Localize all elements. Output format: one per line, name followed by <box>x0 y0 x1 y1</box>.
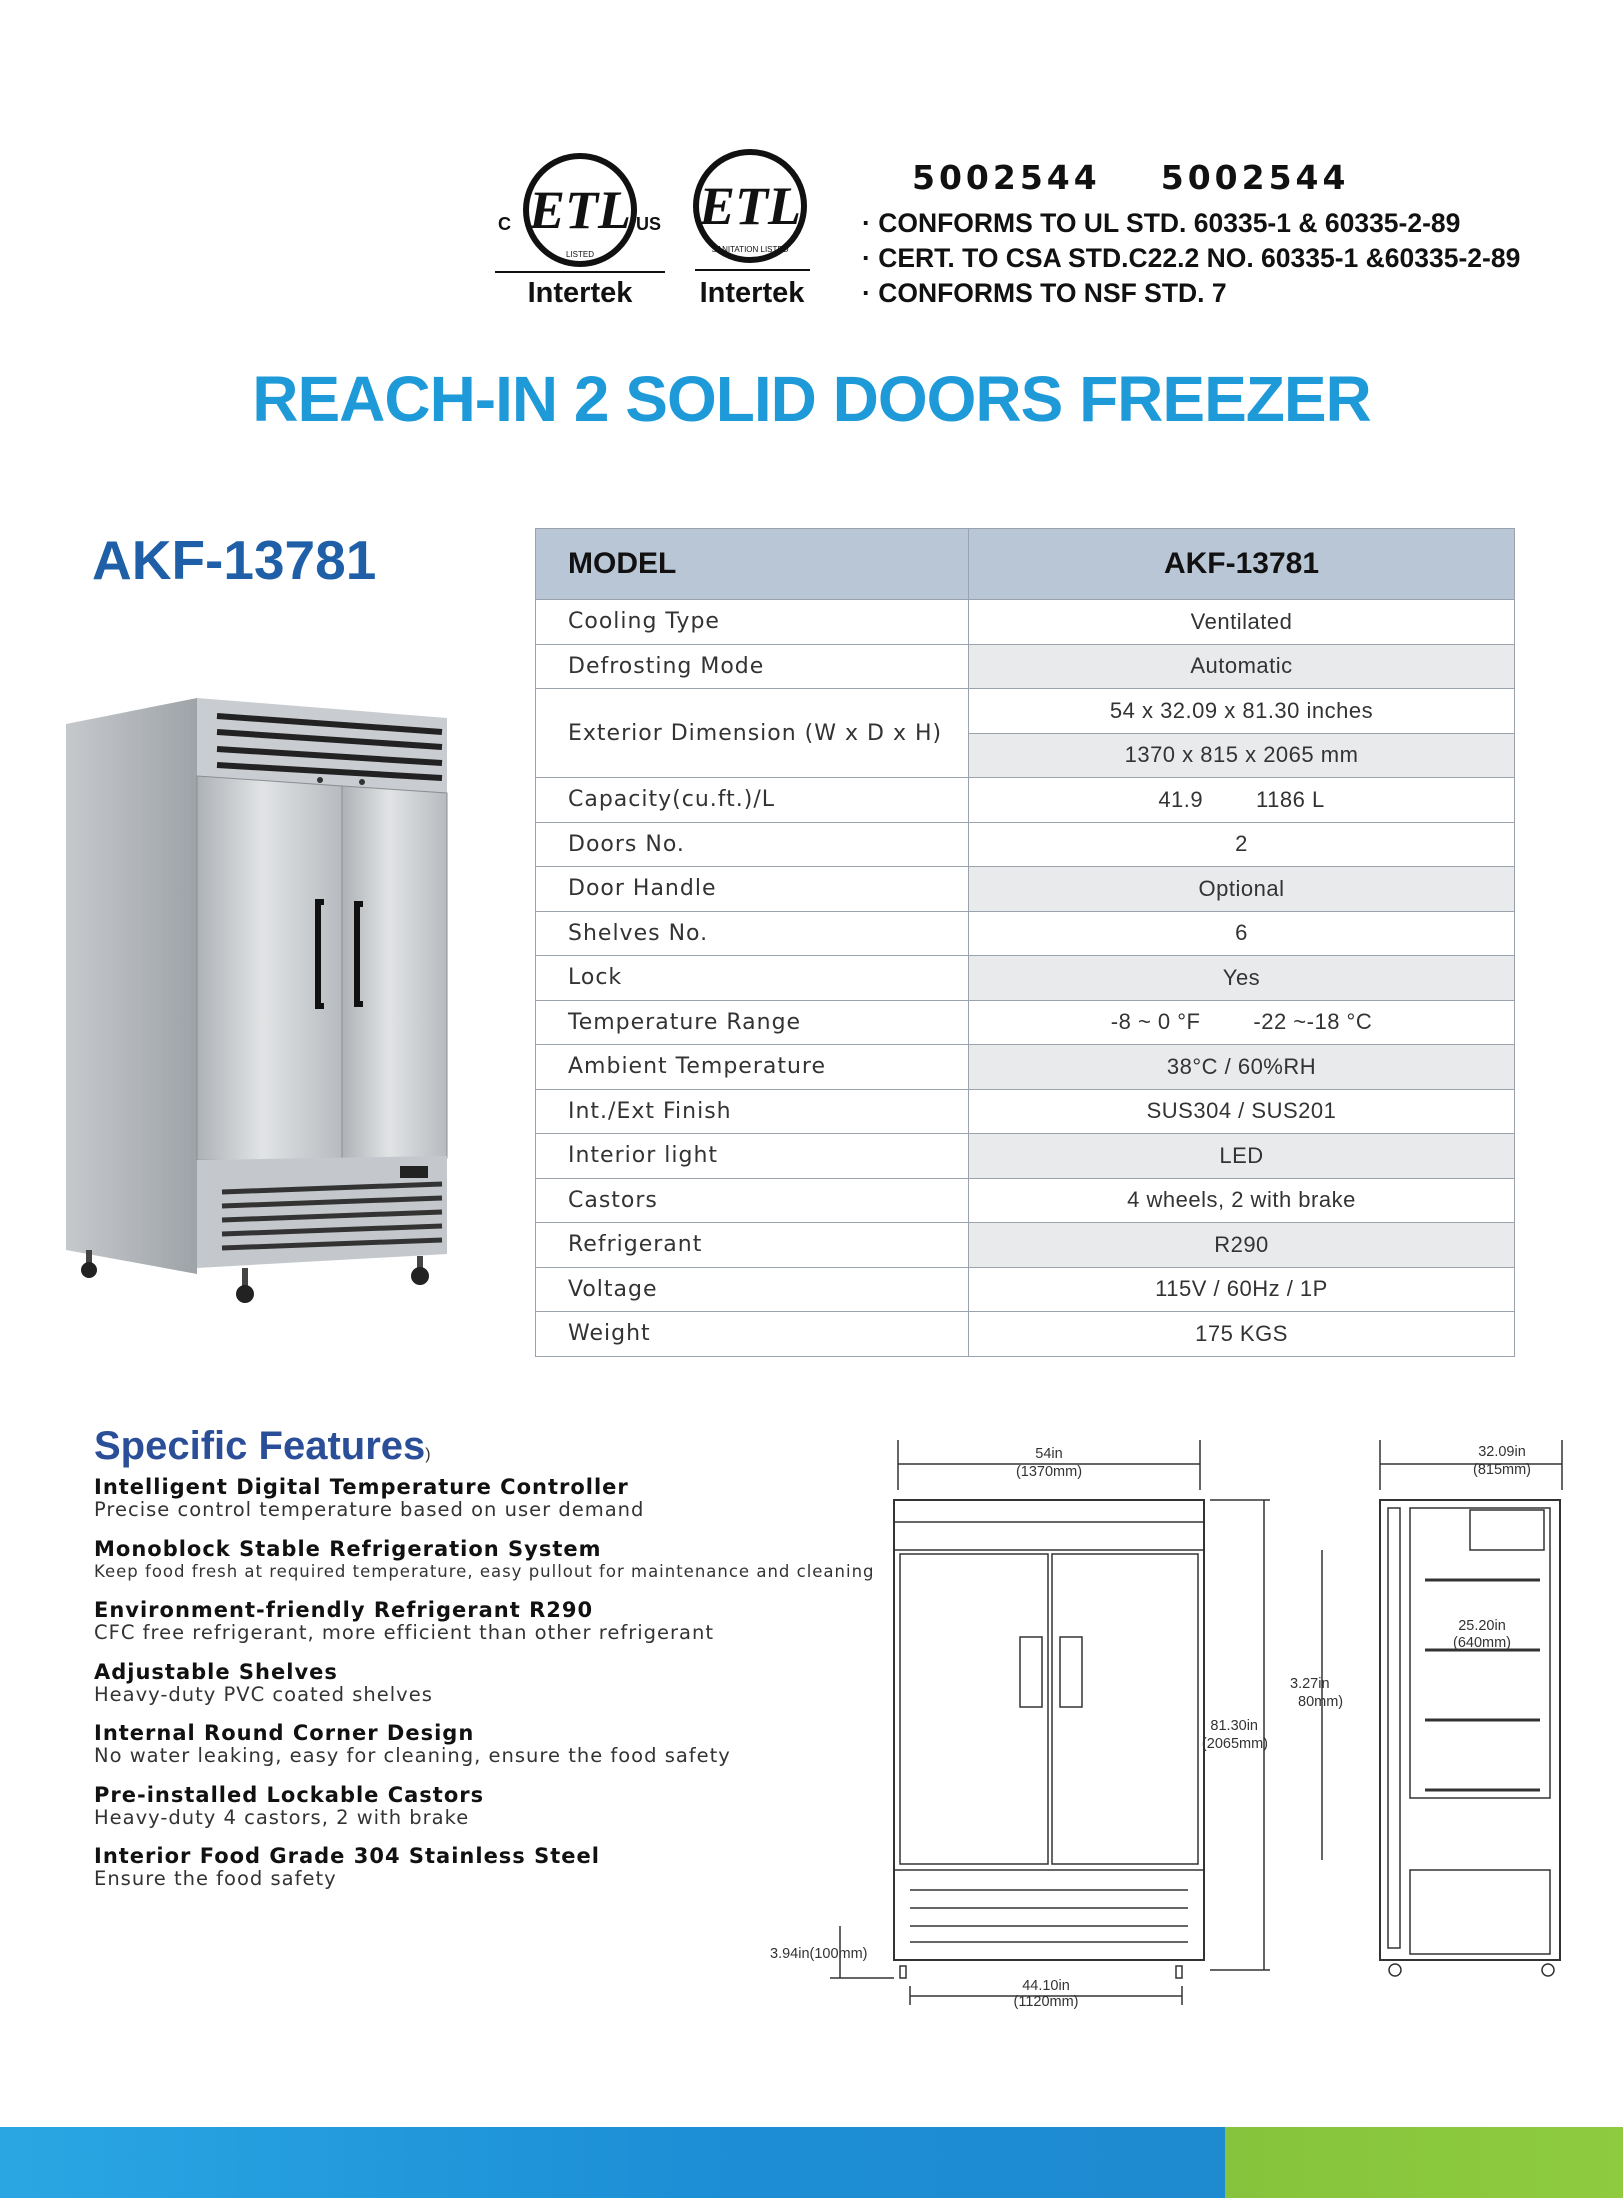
spec-label: Exterior Dimension (W x D x H) <box>536 689 969 778</box>
svg-text:LISTED: LISTED <box>565 250 595 259</box>
spec-value: Ventilated <box>969 600 1515 645</box>
dim-bottom-mm-label: (1120mm) <box>1013 1994 1079 2010</box>
table-row <box>536 1045 1515 1090</box>
spec-value: 54 x 32.09 x 81.30 inches <box>969 689 1515 734</box>
spec-label: Temperature Range <box>536 1000 969 1045</box>
svg-text:US: US <box>636 214 662 234</box>
spec-label: Cooling Type <box>536 600 969 645</box>
dim-leg-label: 3.94in(100mm) <box>770 1946 868 1962</box>
spec-table <box>535 528 1515 1357</box>
dim-width-mm-label: (1370mm) <box>1015 1464 1083 1480</box>
dim-depth-mm-label: (815mm) <box>1472 1462 1532 1478</box>
table-row <box>536 867 1515 912</box>
feature-desc: CFC free refrigerant, more efficient than other refrigerant <box>94 1621 715 1644</box>
spec-value: 115V / 60Hz / 1P <box>969 1267 1515 1312</box>
footer-bar-blue <box>0 2127 1225 2198</box>
feature-desc: Ensure the food safety <box>94 1867 337 1890</box>
svg-text:ETL: ETL <box>699 176 801 236</box>
spec-value: R290 <box>969 1223 1515 1268</box>
model-heading: AKF-13781 <box>92 529 377 591</box>
spec-value: 38°C / 60%RH <box>969 1045 1515 1090</box>
table-row <box>536 1223 1515 1268</box>
dim-height-label: 81.30in <box>1210 1718 1258 1734</box>
table-header-label: MODEL <box>536 529 969 600</box>
spec-value: 175 KGS <box>969 1312 1515 1357</box>
features-title <box>94 1424 431 1469</box>
spec-value: 4 wheels, 2 with brake <box>969 1178 1515 1223</box>
spec-value: Yes <box>969 956 1515 1001</box>
feature-title: Environment-friendly Refrigerant R290 <box>94 1598 594 1622</box>
spec-label: Door Handle <box>536 867 969 912</box>
table-row <box>536 1000 1515 1045</box>
features-title-text: Specific Features <box>94 1424 426 1468</box>
table-row <box>536 911 1515 956</box>
table-row <box>536 956 1515 1001</box>
spec-label: Interior light <box>536 1134 969 1179</box>
spec-label: Lock <box>536 956 969 1001</box>
conformance-line: · CERT. TO CSA STD.C22.2 NO. 60335-1 &60335-2-89 <box>862 241 1520 276</box>
spec-label: Voltage <box>536 1267 969 1312</box>
dimension-drawing <box>770 1430 1590 2010</box>
conformance-list <box>862 206 1520 311</box>
table-row <box>536 1134 1515 1179</box>
table-row <box>536 778 1515 823</box>
feature-desc: Precise control temperature based on user demand <box>94 1498 645 1521</box>
spec-value: Automatic <box>969 644 1515 689</box>
table-row <box>536 644 1515 689</box>
cert-code: 5002544 <box>1160 158 1350 197</box>
spec-value: SUS304 / SUS201 <box>969 1089 1515 1134</box>
table-row <box>536 1267 1515 1312</box>
spec-value: -8 ~ 0 °F -22 ~-18 °C <box>969 1000 1515 1045</box>
dim-bottom-label: 44.10in <box>1022 1978 1070 1994</box>
feature-title: Internal Round Corner Design <box>94 1721 475 1745</box>
features-title-suffix: ) <box>425 1446 431 1463</box>
certification-codes <box>912 158 1409 197</box>
spec-value: LED <box>969 1134 1515 1179</box>
feature-title: Adjustable Shelves <box>94 1659 338 1684</box>
table-header-row <box>536 529 1515 600</box>
etl-listed-logo <box>490 140 670 310</box>
table-row <box>536 1089 1515 1134</box>
table-row <box>536 600 1515 645</box>
table-header-value: AKF-13781 <box>969 529 1515 600</box>
table-row <box>536 689 1515 734</box>
svg-text:ETL: ETL <box>529 180 631 240</box>
conformance-line: · CONFORMS TO NSF STD. 7 <box>862 276 1520 311</box>
dim-depth-label: 32.09in <box>1478 1444 1526 1460</box>
svg-text:SANITATION LISTED: SANITATION LISTED <box>711 245 789 254</box>
spec-value: 1370 x 815 x 2065 mm <box>969 733 1515 778</box>
cert-code: 5002544 <box>912 158 1101 197</box>
feature-title: Monoblock Stable Refrigeration System <box>94 1536 602 1561</box>
feature-title: Interior Food Grade 304 Stainless Steel <box>94 1844 600 1868</box>
dim-height-mm-label: (2065mm) <box>1201 1736 1268 1752</box>
spec-label: Castors <box>536 1178 969 1223</box>
svg-text:Intertek: Intertek <box>527 277 633 309</box>
etl-sanitation-logo <box>660 140 840 310</box>
page-title: REACH-IN 2 SOLID DOORS FREEZER <box>252 363 1371 435</box>
svg-text:Intertek: Intertek <box>699 277 805 309</box>
dim-shelf-label: 25.20in <box>1458 1618 1506 1634</box>
spec-label: Doors No. <box>536 822 969 867</box>
freezer-product-image <box>62 694 457 1316</box>
spec-label: Int./Ext Finish <box>536 1089 969 1134</box>
spec-label: Defrosting Mode <box>536 644 969 689</box>
feature-title: Intelligent Digital Temperature Controller <box>94 1475 629 1499</box>
dim-shelf-mm-label: (640mm) <box>1452 1635 1512 1651</box>
dim-width-label: 54in <box>1035 1446 1063 1462</box>
table-row <box>536 822 1515 867</box>
conformance-line: · CONFORMS TO UL STD. 60335-1 & 60335-2-89 <box>862 206 1520 241</box>
feature-desc: Heavy-duty PVC coated shelves <box>94 1682 433 1706</box>
spec-label: Ambient Temperature <box>536 1045 969 1090</box>
spec-label: Weight <box>536 1312 969 1357</box>
table-row <box>536 1178 1515 1223</box>
spec-label: Shelves No. <box>536 911 969 956</box>
svg-text:C: C <box>498 214 511 234</box>
feature-title: Pre-installed Lockable Castors <box>94 1782 485 1807</box>
spec-value: 41.9 1186 L <box>969 778 1515 823</box>
feature-desc: No water leaking, easy for cleaning, ensure the food safety <box>94 1744 731 1767</box>
spec-label: Refrigerant <box>536 1223 969 1268</box>
table-row <box>536 1312 1515 1357</box>
feature-desc: Keep food fresh at required temperature, easy pullout for maintenance and cleaning <box>94 1561 875 1581</box>
spec-value: 2 <box>969 822 1515 867</box>
spec-label: Capacity(cu.ft.)/L <box>536 778 969 823</box>
dim-inner-height-mm-label: 80mm) <box>1298 1694 1344 1710</box>
dim-inner-height-label: 3.27in <box>1290 1676 1330 1692</box>
footer-bar-green <box>1225 2127 1623 2198</box>
spec-value: Optional <box>969 867 1515 912</box>
feature-desc: Heavy-duty 4 castors, 2 with brake <box>94 1805 470 1829</box>
spec-value: 6 <box>969 911 1515 956</box>
